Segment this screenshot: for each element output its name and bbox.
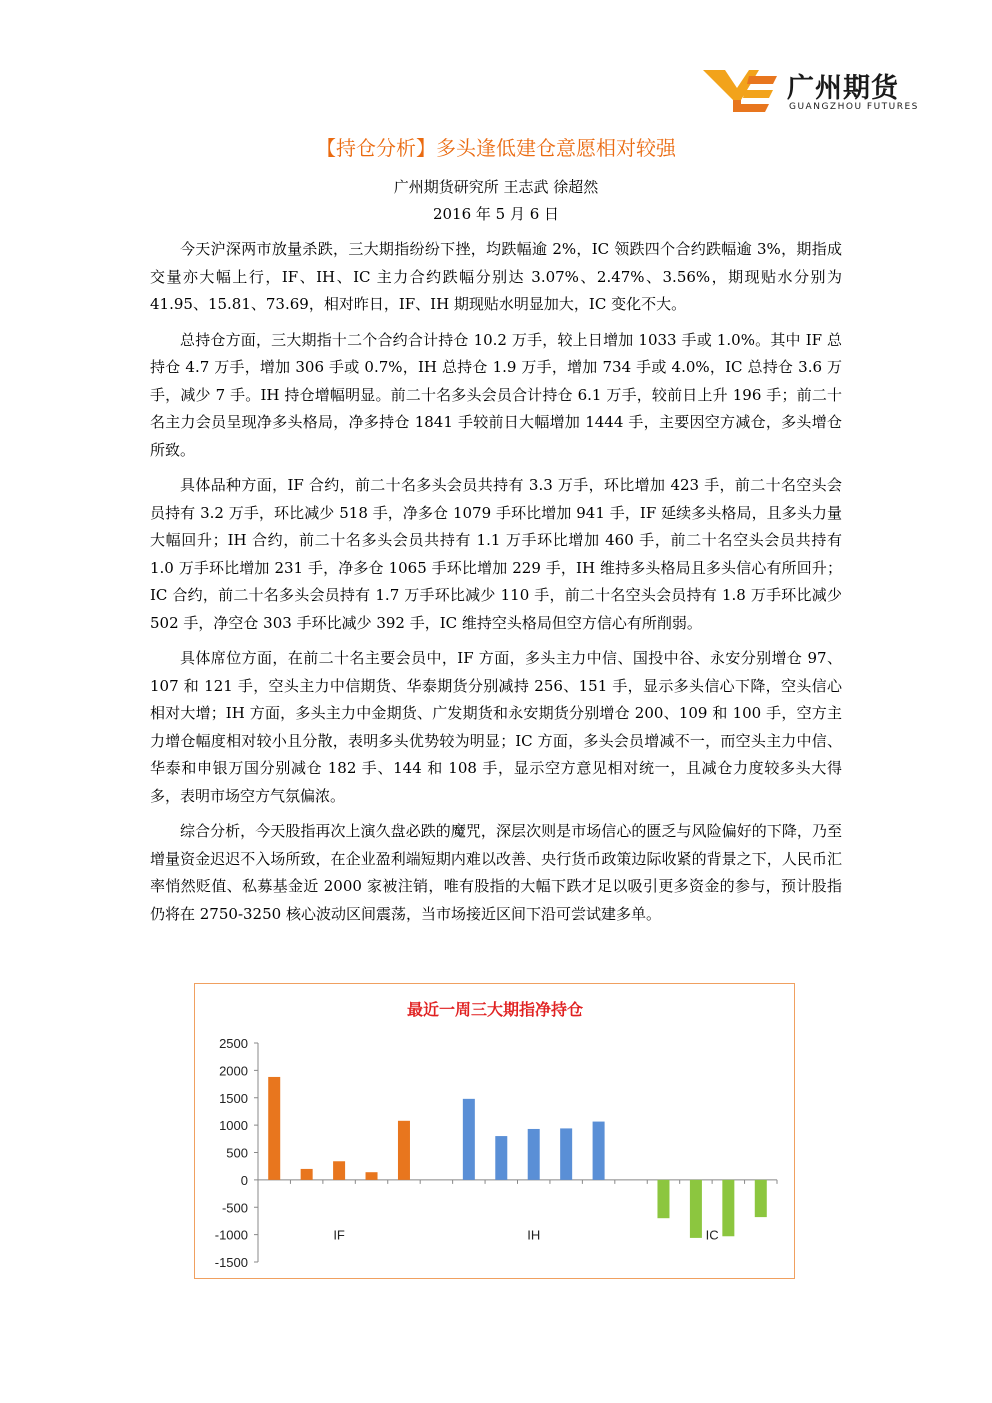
article-body [150, 236, 842, 936]
bar-if-2 [301, 1169, 313, 1180]
bar-ic-2 [690, 1180, 702, 1238]
bar-if-1 [268, 1077, 280, 1180]
y-tick-label: 1500 [219, 1090, 248, 1106]
bar-ih-4 [560, 1128, 572, 1179]
category-label-ih: IH [527, 1227, 541, 1243]
document-byline: 广州期货研究所 王志武 徐超然 [393, 178, 599, 196]
bar-if-5 [398, 1121, 410, 1180]
logo-english-name: GUANGZHOU FUTURES [789, 102, 919, 112]
logo-mark-icon [703, 66, 779, 114]
y-tick-label: 2000 [219, 1063, 248, 1079]
bar-ih-3 [528, 1129, 540, 1180]
chart-title: 最近一周三大期指净持仓 [406, 1000, 584, 1019]
logo-chinese-name: 广州期货 [787, 73, 899, 104]
paragraph-market-overview: 今天沪深两市放量杀跌，三大期指纷纷下挫，均跌幅逾 2%，IC 领跌四个合约跌幅逾 3%，期指成交量亦大幅上行，IF、IH、IC 主力合约跌幅分别达 3.07%、2.47%、3.56%，期现贴水分别为 41.95、15.81、73.69，相对昨日，IF、IH 期现贴水明显加大，IC 变化不大。 [150, 240, 842, 313]
category-label-if: IF [333, 1227, 345, 1243]
document-date: 2016 年 5 月 6 日 [432, 205, 560, 223]
bar-ih-5 [593, 1122, 605, 1180]
y-tick-label: 1000 [219, 1118, 248, 1134]
company-logo [703, 66, 933, 116]
y-tick-label: 2500 [219, 1036, 248, 1051]
document-title: 【持仓分析】多头逢低建仓意愿相对较强 [316, 136, 676, 160]
y-tick-label: -1500 [214, 1255, 248, 1270]
paragraph-contract-details: 具体品种方面，IF 合约，前二十名多头会员共持有 3.3 万手，环比增加 423 手，前二十名空头会员持有 3.2 万手，环比减少 518 手，净多仓 1079 手环比增加 941 手，IF 延续多头格局，且多头力量大幅回升；IH 合约，前二十名多头会员共持有 1.1 万手环比增加 460 手，前二十名空头会员共持有 1.0 万手环比增加 231 手，净多仓 1065 手环比增加 229 手，IH 维持多头格局且多头信心有所回升；IC 合约，前二十名多头会员持有 1.7 万手环比减少 110 手，前二十名空头会员持有 1.8 万手环比减少 502 手，净空仓 303 手环比减少 392 手，IC 维持空头格局但空方信心有所削弱。 [150, 476, 842, 632]
category-label-ic: IC [705, 1227, 719, 1243]
bar-ih-1 [463, 1099, 475, 1180]
bar-ic-1 [657, 1180, 669, 1218]
net-position-chart [194, 983, 795, 1279]
paragraph-summary: 综合分析，今天股指再次上演久盘必跌的魔咒，深层次则是市场信心的匮乏与风险偏好的下降，乃至增量资金迟迟不入场所致，在企业盈利端短期内难以改善、央行货币政策边际收紧的背景之下，人民币汇率悄然贬值、私募基金近 2000 家被注销，唯有股指的大幅下跌才足以吸引更多资金的参与，预计股指仍将在 2750-3250 核心波动区间震荡，当市场接近区间下沿可尝试建多单。 [150, 822, 842, 923]
bar-ih-2 [495, 1136, 507, 1180]
y-tick-label: -500 [221, 1200, 248, 1216]
paragraph-total-positions: 总持仓方面，三大期指十二个合约合计持仓 10.2 万手，较上日增加 1033 手或 1.0%。其中 IF 总持仓 4.7 万手，增加 306 手或 0.7%，IH 总持仓 1.9 万手，增加 734 手或 4.0%，IC 总持仓 3.6 万手，减少 7 手。IH 持仓增幅明显。前二十名多头会员合计持仓 6.1 万手，较前日上升 196 手；前二十名主力会员呈现净多头格局，净多持仓 1841 手较前日大幅增加 1444 手，主要因空方减仓，多头增仓所致。 [150, 330, 842, 459]
y-tick-label: 500 [226, 1145, 248, 1161]
bar-if-4 [366, 1172, 378, 1180]
bar-ic-3 [722, 1180, 734, 1236]
bar-if-3 [333, 1161, 345, 1180]
chart-canvas [195, 984, 793, 1277]
y-tick-label: -1000 [214, 1227, 248, 1243]
paragraph-member-seats: 具体席位方面，在前二十名主要会员中，IF 方面，多头主力中信、国投中谷、永安分别增仓 97、107 和 121 手，空头主力中信期货、华泰期货分别减持 256、151 手，显示多头信心下降，空头信心相对大增；IH 方面，多头主力中金期货、广发期货和永安期货分别增仓 200、109 和 100 手，空方主力增仓幅度相对较小且分散，表明多头优势较为明显；IC 方面，多头会员增减不一，而空头主力中信、华泰和申银万国分别减仓 182 手、144 和 108 手，显示空方意见相对统一，且减仓力度较多头大得多，表明市场空方气氛偏浓。 [150, 649, 842, 805]
y-tick-label: 0 [240, 1172, 248, 1188]
bar-ic-4 [755, 1180, 767, 1217]
